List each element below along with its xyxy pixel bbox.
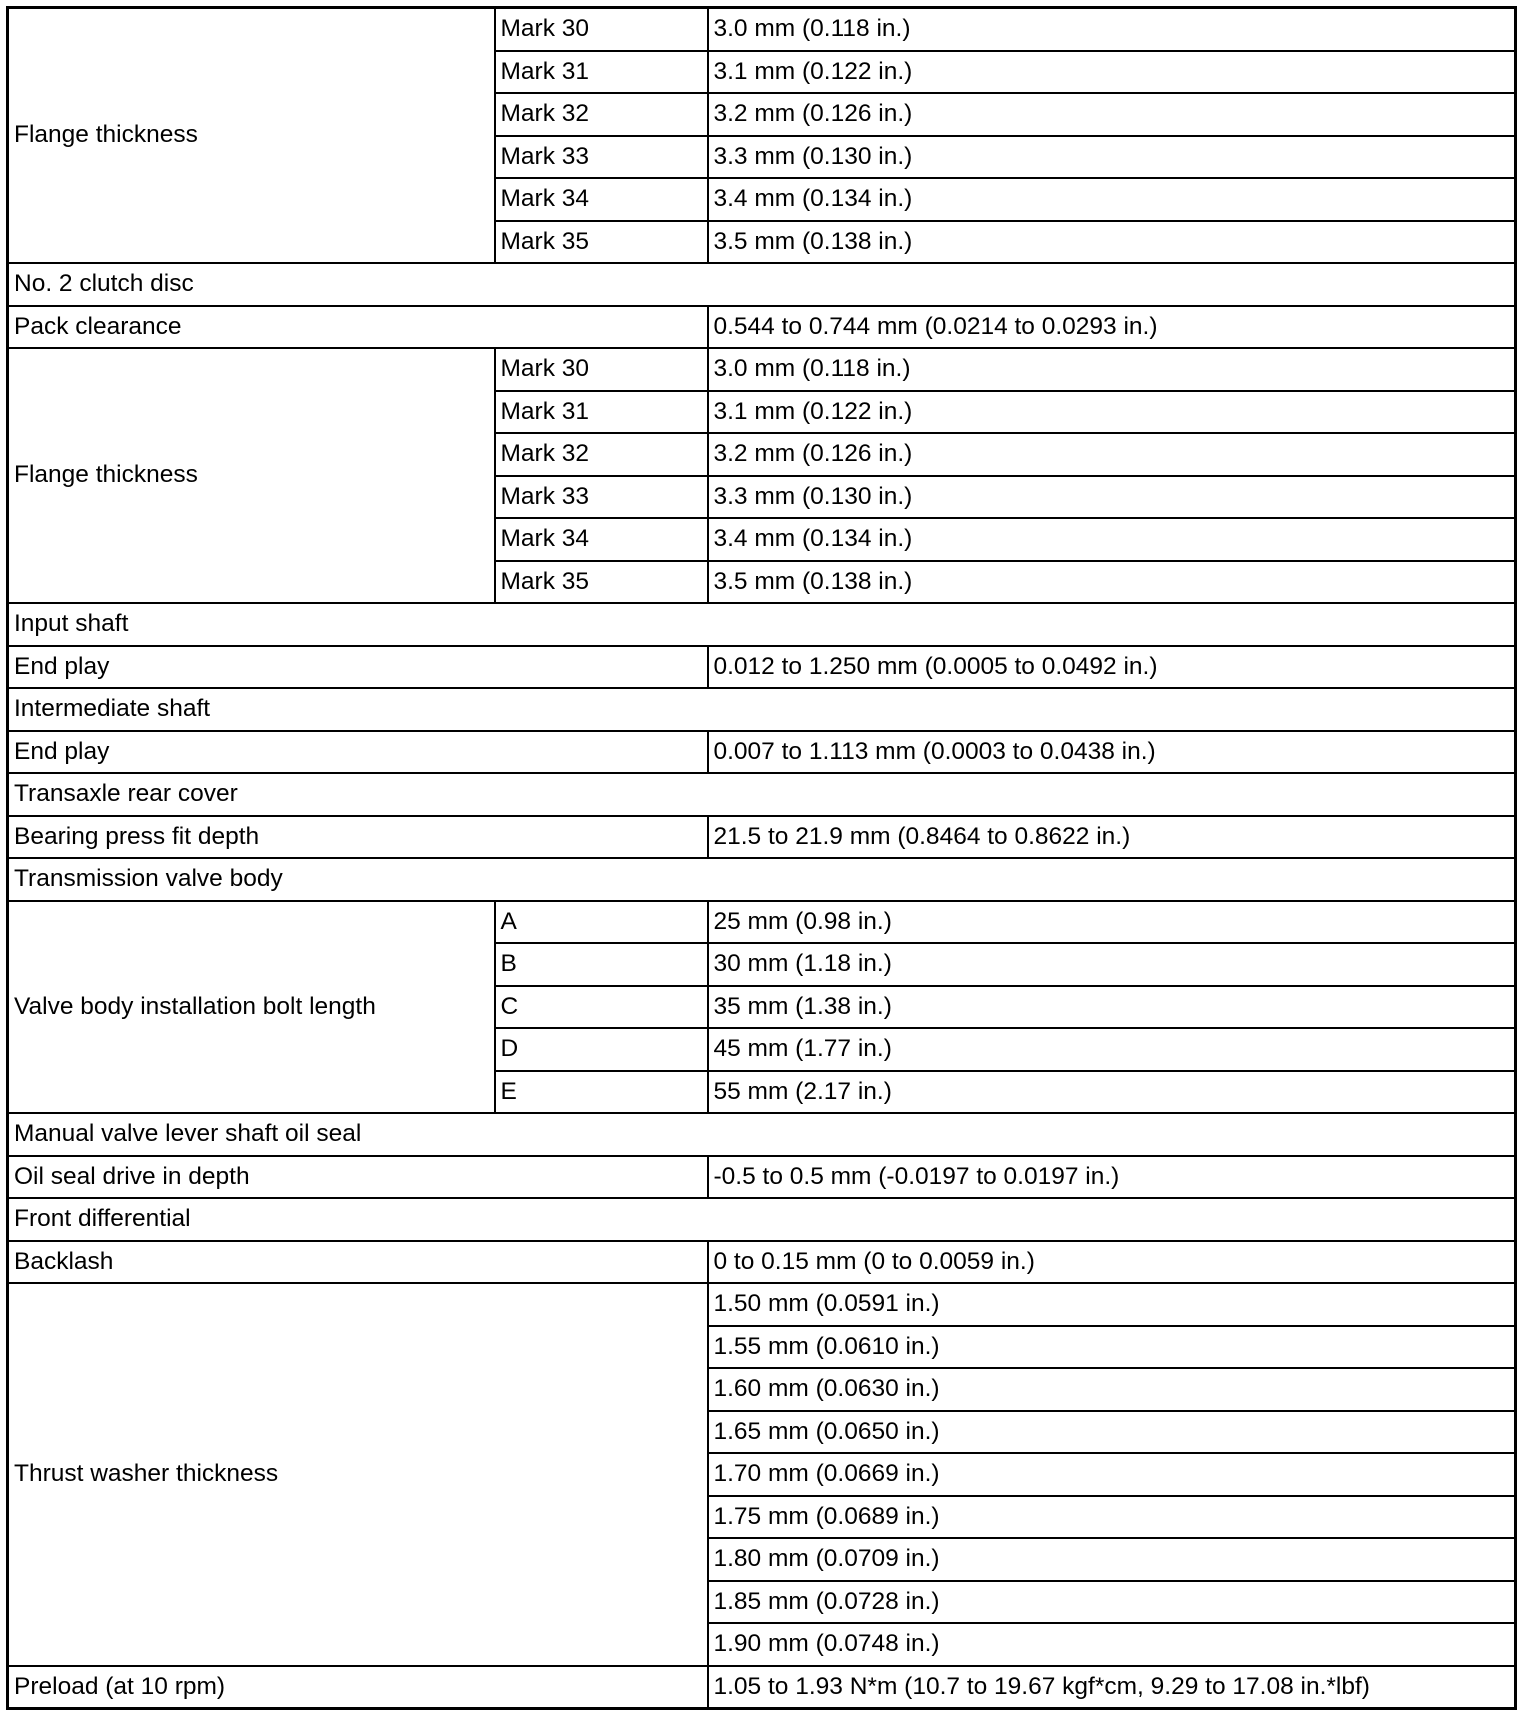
- spec-label: Preload (at 10 rpm): [8, 1666, 708, 1709]
- spec-label: Backlash: [8, 1241, 708, 1284]
- spec-mark: Mark 32: [495, 93, 708, 136]
- spec-mark: Mark 33: [495, 136, 708, 179]
- spec-value: 3.1 mm (0.122 in.): [708, 51, 1516, 94]
- section-header-row: [8, 858, 1516, 901]
- spec-value: 3.0 mm (0.118 in.): [708, 8, 1516, 51]
- spec-mark: Mark 34: [495, 518, 708, 561]
- section-header: Front differential: [8, 1198, 1516, 1241]
- spec-mark: A: [495, 901, 708, 944]
- spec-row: [8, 8, 1516, 51]
- spec-value: 25 mm (0.98 in.): [708, 901, 1516, 944]
- section-header-row: [8, 1113, 1516, 1156]
- spec-value: 55 mm (2.17 in.): [708, 1071, 1516, 1114]
- spec-value: 45 mm (1.77 in.): [708, 1028, 1516, 1071]
- spec-mark: Mark 32: [495, 433, 708, 476]
- spec-value: 1.75 mm (0.0689 in.): [708, 1496, 1516, 1539]
- section-header: Intermediate shaft: [8, 688, 1516, 731]
- spec-value: 3.4 mm (0.134 in.): [708, 178, 1516, 221]
- spec-value: 0.544 to 0.744 mm (0.0214 to 0.0293 in.): [708, 306, 1516, 349]
- spec-mark: B: [495, 943, 708, 986]
- spec-value: 0 to 0.15 mm (0 to 0.0059 in.): [708, 1241, 1516, 1284]
- spec-value: 1.50 mm (0.0591 in.): [708, 1283, 1516, 1326]
- spec-row: [8, 348, 1516, 391]
- spec-value: 3.3 mm (0.130 in.): [708, 476, 1516, 519]
- spec-value: 3.5 mm (0.138 in.): [708, 221, 1516, 264]
- spec-label: Thrust washer thickness: [8, 1283, 708, 1666]
- spec-label: Pack clearance: [8, 306, 708, 349]
- spec-value: 3.2 mm (0.126 in.): [708, 93, 1516, 136]
- spec-mark: E: [495, 1071, 708, 1114]
- section-header-row: [8, 773, 1516, 816]
- specification-table-body: [8, 8, 1516, 1709]
- section-header: Transmission valve body: [8, 858, 1516, 901]
- spec-value: 1.70 mm (0.0669 in.): [708, 1453, 1516, 1496]
- spec-label: Valve body installation bolt length: [8, 901, 495, 1114]
- spec-row: [8, 731, 1516, 774]
- section-header-row: [8, 263, 1516, 306]
- spec-value: 1.05 to 1.93 N*m (10.7 to 19.67 kgf*cm, 9.29 to 17.08 in.*lbf): [708, 1666, 1516, 1709]
- spec-row: [8, 646, 1516, 689]
- section-header-row: [8, 1198, 1516, 1241]
- spec-row: [8, 306, 1516, 349]
- section-header: Transaxle rear cover: [8, 773, 1516, 816]
- spec-row: [8, 1156, 1516, 1199]
- spec-value: 3.1 mm (0.122 in.): [708, 391, 1516, 434]
- spec-row: [8, 1241, 1516, 1284]
- spec-mark: Mark 35: [495, 561, 708, 604]
- spec-value: 1.55 mm (0.0610 in.): [708, 1326, 1516, 1369]
- specification-table: [6, 6, 1517, 1710]
- spec-value: 1.65 mm (0.0650 in.): [708, 1411, 1516, 1454]
- spec-value: 1.60 mm (0.0630 in.): [708, 1368, 1516, 1411]
- spec-mark: D: [495, 1028, 708, 1071]
- spec-value: 3.5 mm (0.138 in.): [708, 561, 1516, 604]
- spec-value: 3.4 mm (0.134 in.): [708, 518, 1516, 561]
- spec-value: 1.80 mm (0.0709 in.): [708, 1538, 1516, 1581]
- spec-mark: C: [495, 986, 708, 1029]
- spec-row: [8, 816, 1516, 859]
- spec-value: 1.85 mm (0.0728 in.): [708, 1581, 1516, 1624]
- spec-mark: Mark 35: [495, 221, 708, 264]
- spec-value: 30 mm (1.18 in.): [708, 943, 1516, 986]
- spec-mark: Mark 34: [495, 178, 708, 221]
- spec-label: End play: [8, 731, 708, 774]
- spec-value: 3.3 mm (0.130 in.): [708, 136, 1516, 179]
- spec-label: Bearing press fit depth: [8, 816, 708, 859]
- spec-value: 0.012 to 1.250 mm (0.0005 to 0.0492 in.): [708, 646, 1516, 689]
- spec-value: 1.90 mm (0.0748 in.): [708, 1623, 1516, 1666]
- spec-row: [8, 1666, 1516, 1709]
- spec-mark: Mark 33: [495, 476, 708, 519]
- section-header: Input shaft: [8, 603, 1516, 646]
- spec-mark: Mark 30: [495, 8, 708, 51]
- spec-row: [8, 1283, 1516, 1326]
- section-header: No. 2 clutch disc: [8, 263, 1516, 306]
- section-header-row: [8, 603, 1516, 646]
- section-header-row: [8, 688, 1516, 731]
- spec-label: Flange thickness: [8, 348, 495, 603]
- spec-value: 35 mm (1.38 in.): [708, 986, 1516, 1029]
- spec-mark: Mark 30: [495, 348, 708, 391]
- spec-mark: Mark 31: [495, 51, 708, 94]
- spec-value: 3.0 mm (0.118 in.): [708, 348, 1516, 391]
- spec-label: Flange thickness: [8, 8, 495, 264]
- spec-value: 3.2 mm (0.126 in.): [708, 433, 1516, 476]
- spec-value: 0.007 to 1.113 mm (0.0003 to 0.0438 in.): [708, 731, 1516, 774]
- spec-mark: Mark 31: [495, 391, 708, 434]
- spec-value: -0.5 to 0.5 mm (-0.0197 to 0.0197 in.): [708, 1156, 1516, 1199]
- spec-label: Oil seal drive in depth: [8, 1156, 708, 1199]
- spec-row: [8, 901, 1516, 944]
- section-header: Manual valve lever shaft oil seal: [8, 1113, 1516, 1156]
- spec-label: End play: [8, 646, 708, 689]
- spec-value: 21.5 to 21.9 mm (0.8464 to 0.8622 in.): [708, 816, 1516, 859]
